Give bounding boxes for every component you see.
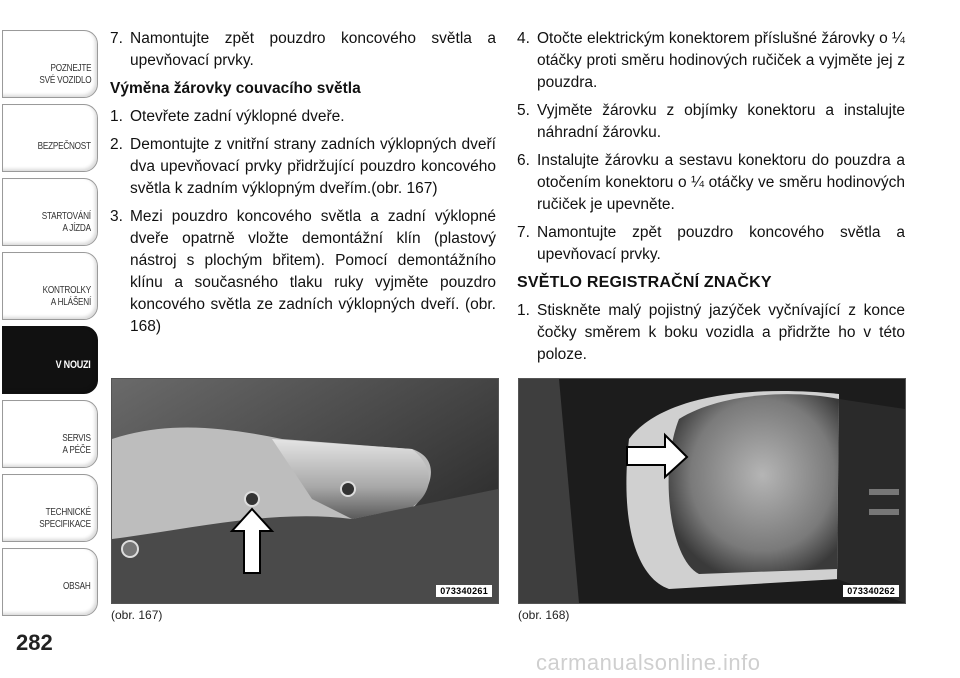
tab-label-line2: A HLÁŠENÍ	[50, 297, 91, 308]
lamp-removal-photo	[519, 379, 905, 603]
figure-tail-lamp-fasteners	[111, 378, 499, 604]
tab-label-line2: SPECIFIKACE	[39, 519, 91, 530]
tab-poznejte-sve-vozidlo[interactable]	[2, 30, 98, 98]
tab-label-line2: A JÍZDA	[62, 223, 91, 234]
tab-label-line2: A PÉČE	[62, 445, 91, 456]
tab-label-line1: KONTROLKY	[42, 285, 91, 296]
step-item	[110, 28, 496, 72]
tab-label-line2: SVÉ VOZIDLO	[39, 75, 91, 86]
tab-label-line1: BEZPEČNOST	[37, 141, 91, 152]
figure-code: 073340261	[436, 585, 492, 597]
step-item	[517, 150, 905, 216]
tab-label-line1: SERVIS	[62, 433, 91, 444]
step-number: 3.	[110, 208, 123, 225]
tab-label-line1: V NOUZI	[56, 359, 91, 371]
step-text: Mezi pouzdro koncového světla a zadní výklopné dveře opatrně vložte demontážní klín (plastový nástroj s plochým břitem). Pomocí demontážního klínu a současného tlaku ruky vyjměte pouzdro koncového světla ze zadních výklopných dveří. (obr. 168)	[130, 208, 496, 335]
step-text: Otevřete zadní výklopné dveře.	[130, 108, 345, 125]
step-number: 1.	[110, 108, 123, 125]
step-text: Namontujte zpět pouzdro koncového světla a upevňovací prvky.	[130, 30, 496, 69]
tab-servis-a-pece[interactable]	[2, 400, 98, 468]
step-number: 4.	[517, 30, 530, 47]
step-item	[110, 134, 496, 200]
section-heading-license-plate-light: SVĚTLO REGISTRAČNÍ ZNAČKY	[517, 274, 772, 291]
step-text: Demontujte z vnitřní strany zadních výklopných dveří dva upevňovací prvky přidržující pouzdro koncového světla k zadním výklopným dveřím.(obr. 167)	[130, 136, 496, 197]
section-heading-reverse-light: Výměna žárovky couvacího světla	[110, 80, 361, 97]
tab-bezpecnost[interactable]	[2, 104, 98, 172]
tab-kontrolky-a-hlaseni[interactable]	[2, 252, 98, 320]
step-item	[517, 222, 905, 266]
step-number: 5.	[517, 102, 530, 119]
right-column	[517, 28, 905, 372]
figure-code: 073340262	[843, 585, 899, 597]
figure-caption: (obr. 167)	[111, 608, 163, 622]
step-number: 6.	[517, 152, 530, 169]
step-item	[517, 28, 905, 94]
step-number: 2.	[110, 136, 123, 153]
step-item	[517, 300, 905, 366]
chapter-sidebar	[0, 0, 100, 640]
tab-technicke-specifikace[interactable]	[2, 474, 98, 542]
step-number: 1.	[517, 302, 530, 319]
step-text: Stiskněte malý pojistný jazýček vyčnívající z konce čočky směrem k boku vozidla a přidržte ho v této poloze.	[537, 302, 905, 363]
tab-label-line1: STARTOVÁNÍ	[41, 211, 91, 222]
left-column	[110, 28, 496, 344]
tab-startovani-a-jizda[interactable]	[2, 178, 98, 246]
tail-lamp-housing-photo	[112, 379, 498, 603]
step-text: Vyjměte žárovku z objímky konektoru a instalujte náhradní žárovku.	[537, 102, 905, 141]
figure-caption: (obr. 168)	[518, 608, 570, 622]
step-number: 7.	[517, 224, 530, 241]
tab-label-line1: OBSAH	[63, 581, 91, 592]
step-text: Instalujte žárovku a sestavu konektoru do pouzdra a otočením konektoru o ¼ otáčky ve směru hodinových ručiček je upevněte.	[537, 152, 905, 213]
tab-label-line1: POZNEJTE	[50, 63, 91, 74]
step-text: Namontujte zpět pouzdro koncového světla a upevňovací prvky.	[537, 224, 905, 263]
tab-label-line1: TECHNICKÉ	[45, 507, 91, 518]
step-item	[110, 106, 496, 128]
step-text: Otočte elektrickým konektorem příslušné žárovky o ¼ otáčky proti směru hodinových ručiček a vyjměte jej z pouzdra.	[537, 30, 905, 91]
step-item	[110, 206, 496, 338]
page-number: 282	[16, 630, 53, 655]
step-number: 7.	[110, 30, 123, 47]
watermark: carmanualsonline.info	[536, 650, 761, 675]
step-item	[517, 100, 905, 144]
tab-v-nouzi[interactable]	[2, 326, 98, 394]
figure-removal-wedge	[518, 378, 906, 604]
tab-obsah[interactable]	[2, 548, 98, 616]
